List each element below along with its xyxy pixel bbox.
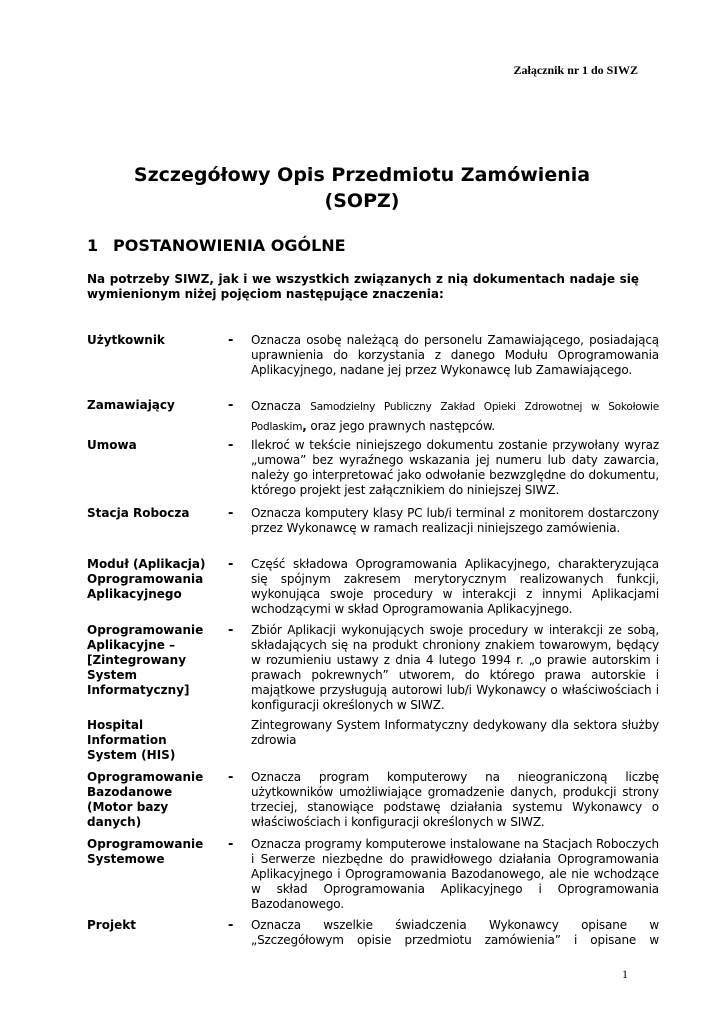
definition-text: Zintegrowany System Informatyczny dedykowany dla sektora służby zdrowia [251, 718, 659, 747]
definition-text: Część składowa Oprogramowania Aplikacyjnego, charakteryzująca się spójnym zakresem merytorycznym realizowanych funkcji, wykonująca swoje procedury w interakcji z innymi Aplikacjami wchodzącymi w skład Oprogramowania Aplikacyjnego. [251, 557, 659, 616]
definition-dash: - [228, 557, 234, 572]
definition-term: Oprogramowanie Systemowe [87, 837, 204, 866]
section-heading [87, 236, 346, 255]
attachment-label: Załącznik nr 1 do SIWZ [513, 63, 638, 77]
section-title: POSTANOWIENIA OGÓLNE [113, 236, 346, 255]
definition-dash: - [228, 918, 234, 933]
definition-text: Oznacza osobę należącą do personelu Zamawiającego, posiadającą uprawnienia do korzystania z danego Modułu Oprogramowania Aplikacyjnego, nadane jej przez Wykonawcę lub Zamawiającego. [251, 333, 659, 377]
page-number: 1 [622, 967, 628, 981]
definition-term: Zamawiający [87, 398, 175, 412]
definition-text: Zbiór Aplikacji wykonujących swoje procedury w interakcji ze sobą, składających się na produkt chroniony znakiem towarowym, będący w rozumieniu ustawy z dnia 4 lutego 1994 r. „o prawie autorskim i prawach pokrewnych” utworem, do którego prawa autorskie i majątkowe przysługują autorowi lub/i Wykonawcy o właściwościach i konfiguracji określonych w SIWZ. [251, 623, 659, 712]
definition-text-suffix: oraz jego prawnych następców. [306, 419, 496, 433]
definition-term-end: ) [169, 748, 176, 762]
section-number: 1 [87, 236, 99, 255]
definition-text [251, 397, 659, 437]
definition-text-comma: , [302, 419, 307, 433]
definition-text-entity: Samodzielny Publiczny Zakład Opieki Zdrowotnej w Sokołowie Podlaskim [251, 401, 659, 433]
definition-dash: - [228, 623, 234, 638]
definition-term [87, 718, 207, 763]
definition-text: Oznacza program komputerowy na nieograniczoną liczbę użytkowników umożliwiające gromadzenie danych, produkcji strony trzeciej, stanowiące podstawę działania systemu Wykonawcy o właściwościach i konfiguracji określonych w SIWZ. [251, 770, 659, 829]
definition-term: Użytkownik [87, 333, 165, 347]
definition-dash: - [228, 398, 234, 413]
definition-term: Oprogramowanie Bazodanowe (Motor bazy danych) [87, 770, 204, 829]
definition-text: Oznacza programy komputerowe instalowane na Stacjach Roboczych i Serwerze niezbędne do prawidłowego działania Oprogramowania Aplikacyjnego i Oprogramowania Bazodanowego, ale nie wchodzące w skład Oprogramowania Aplikacyjnego i Oprogramowania Bazodanowego. [251, 837, 659, 911]
title-line-2: (SOPZ) [324, 190, 400, 212]
definition-term-abbr: HIS [146, 748, 170, 762]
definition-text: Ilekroć w tekście niniejszego dokumentu zostanie przywołany wyraz „umowa” bez wyraźnego wskazania jej numeru lub daty zawarcia, należy go interpretować jako odwołanie bezwzględne do dokumentu, którego projekt jest załącznikiem do niniejszej SIWZ. [251, 438, 659, 497]
definition-dash: - [228, 770, 234, 785]
definition-text: Oznacza komputery klasy PC lub/i terminal z monitorem dostarczony przez Wykonawcę w ramach realizacji niniejszego zamówienia. [251, 506, 659, 535]
document-title [0, 162, 724, 214]
definition-term: Oprogramowanie Aplikacyjne – [Zintegrowany System Informatyczny] [87, 623, 204, 697]
definition-text: Oznacza wszelkie świadczenia Wykonawcy opisane w „Szczegółowym opisie przedmiotu zamówienia” i opisane w [251, 918, 659, 947]
definition-term: Moduł (Aplikacja) Oprogramowania Aplikacyjnego [87, 557, 206, 601]
definition-term-main: Hospital Information System ( [87, 718, 167, 762]
definition-dash: - [228, 837, 234, 852]
definition-term: Stacja Robocza [87, 506, 190, 520]
definition-term: Projekt [87, 918, 136, 932]
definition-dash: - [228, 438, 234, 453]
definition-term: Umowa [87, 438, 137, 452]
definition-dash: - [228, 333, 234, 348]
definition-text-prefix: Oznacza [251, 399, 301, 413]
title-line-1: Szczegółowy Opis Przedmiotu Zamówienia [133, 164, 591, 186]
intro-paragraph: Na potrzeby SIWZ, jak i we wszystkich związanych z nią dokumentach nadaje się wymienionym niżej pojęciom następujące znaczenia: [87, 272, 639, 301]
definition-dash: - [228, 506, 234, 521]
